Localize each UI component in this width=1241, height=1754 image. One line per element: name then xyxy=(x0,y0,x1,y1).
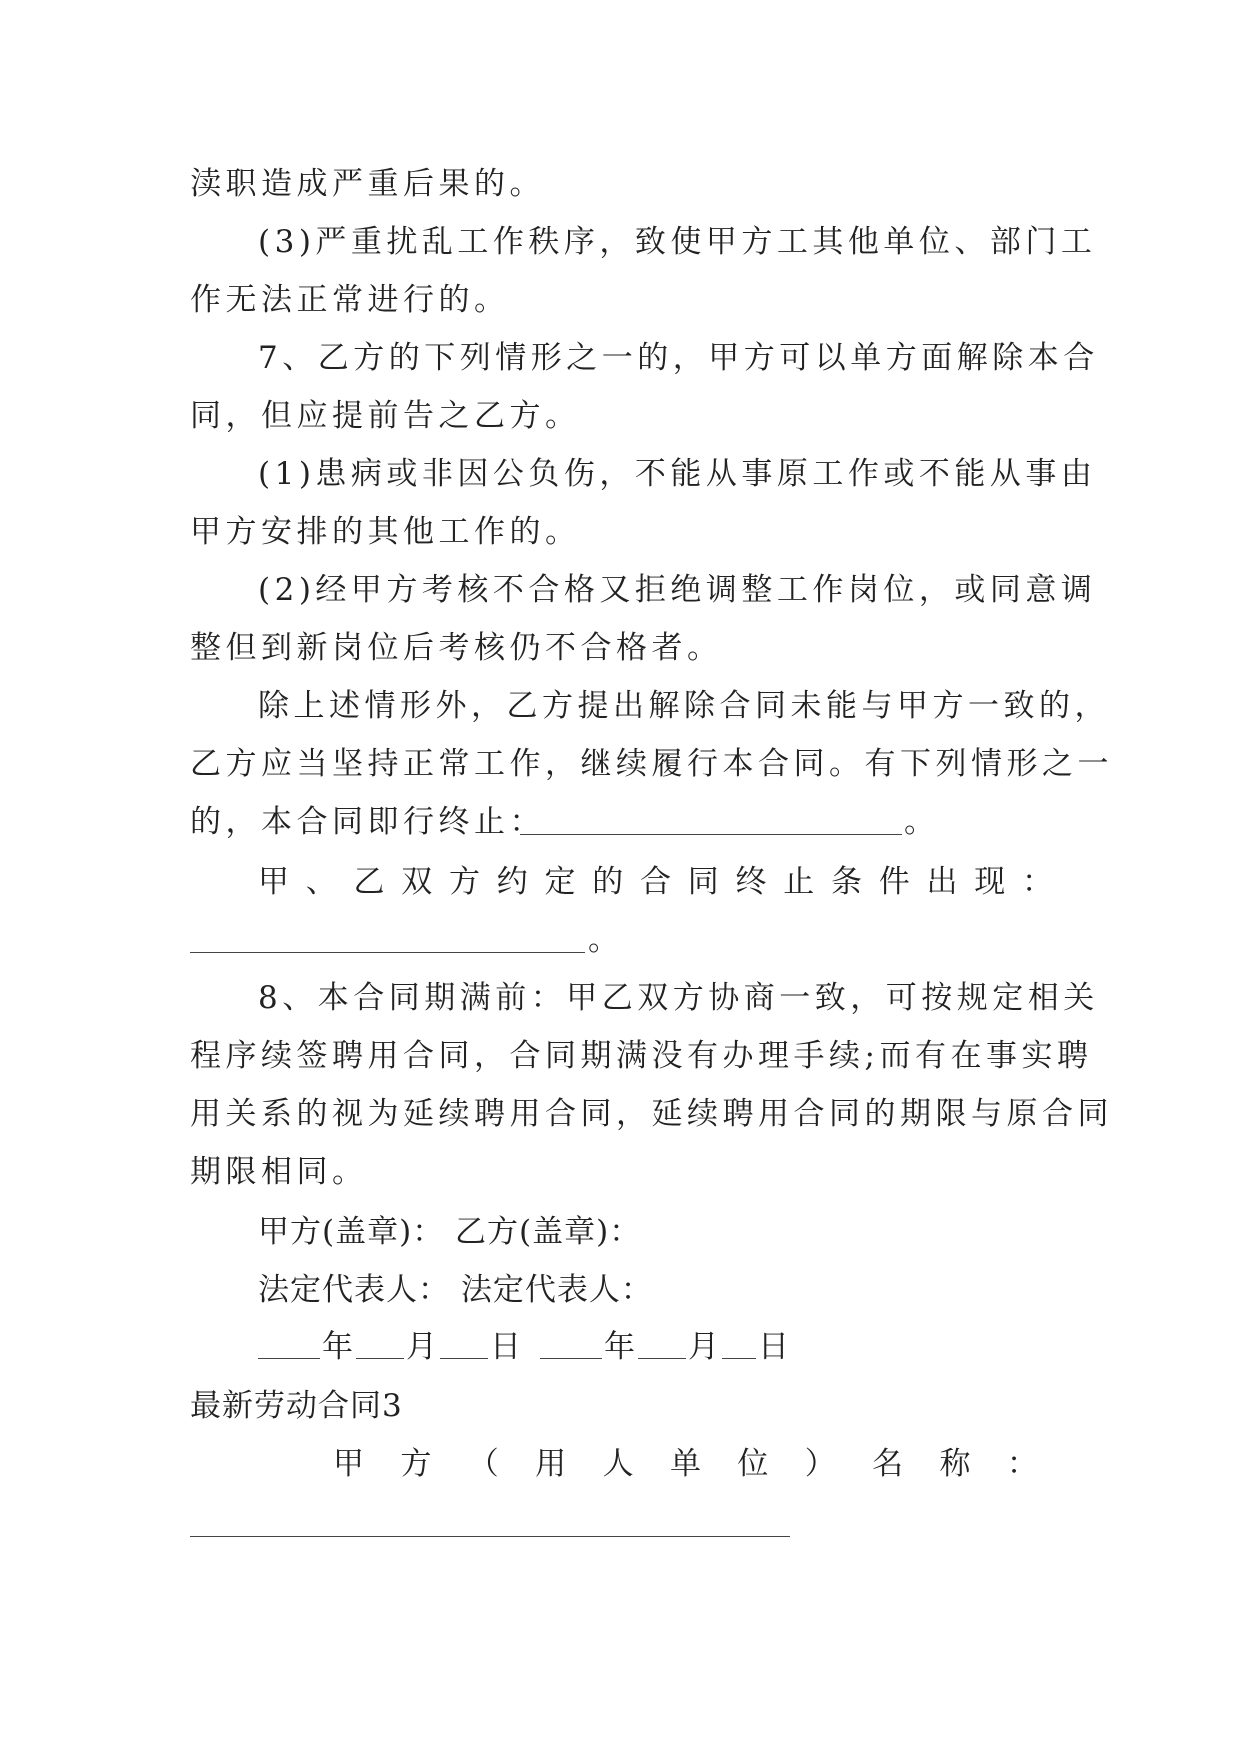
date-unit: 日 xyxy=(758,1329,789,1365)
paragraph-line: 的，本合同即行终止： xyxy=(190,804,545,840)
paragraph-line: 整但到新岗位后考核仍不合格者。 xyxy=(190,630,723,666)
blank-underline xyxy=(520,834,902,835)
spaced-char: 件 xyxy=(878,864,910,900)
paragraph-line: 作无法正常进行的。 xyxy=(190,282,510,318)
date-blank xyxy=(540,1358,602,1359)
date-blank xyxy=(722,1358,756,1359)
spaced-text-line xyxy=(333,1444,1038,1484)
paragraph-line: (2)经甲方考核不合格又拒绝调整工作岗位，或同意调 xyxy=(258,572,1097,608)
spaced-char: 现 xyxy=(974,864,1006,900)
spaced-char: 甲 xyxy=(258,864,289,900)
spaced-char: 名 xyxy=(872,1446,904,1482)
date-unit: 年 xyxy=(322,1329,353,1365)
date-unit: 月 xyxy=(688,1329,719,1365)
spaced-char: 、 xyxy=(305,864,337,900)
spaced-char: ） xyxy=(804,1446,836,1482)
section-heading: 最新劳动合同3 xyxy=(190,1388,403,1424)
spaced-char: 乙 xyxy=(353,864,385,900)
paragraph-line: 7、乙方的下列情形之一的，甲方可以单方面解除本合 xyxy=(258,340,1099,376)
spaced-char: 单 xyxy=(669,1446,701,1482)
date-unit: 年 xyxy=(604,1329,635,1365)
paragraph-line: 甲方安排的其他工作的。 xyxy=(190,514,581,550)
representative-line: 法定代表人： 法定代表人： xyxy=(258,1272,653,1308)
spaced-char: 双 xyxy=(401,864,433,900)
spaced-char: 的 xyxy=(592,864,624,900)
seal-line: 甲方(盖章)： 乙方(盖章)： xyxy=(258,1214,642,1250)
spaced-char: ： xyxy=(1006,1446,1038,1482)
spaced-char: 合 xyxy=(640,864,671,900)
date-unit: 日 xyxy=(490,1329,521,1365)
line-end-period: 。 xyxy=(588,922,619,958)
spaced-char: 方 xyxy=(400,1446,432,1482)
spaced-char: 称 xyxy=(939,1446,971,1482)
paragraph-line: 用关系的视为延续聘用合同，延续聘用合同的期限与原合同 xyxy=(190,1096,1113,1132)
spaced-char: ： xyxy=(1022,864,1053,900)
paragraph-line: 渎职造成严重后果的。 xyxy=(190,166,545,202)
spaced-text-line xyxy=(258,862,1053,902)
spaced-char: （ xyxy=(467,1446,499,1482)
spaced-char: 约 xyxy=(496,864,528,900)
spaced-char: 定 xyxy=(544,864,576,900)
paragraph-line: 期限相同。 xyxy=(190,1154,368,1190)
spaced-char: 止 xyxy=(783,864,815,900)
date-blank xyxy=(258,1358,320,1359)
blank-underline xyxy=(190,1536,790,1537)
paragraph-line: 程序续签聘用合同，合同期满没有办理手续;而有在事实聘 xyxy=(190,1038,1093,1074)
line-end-period: 。 xyxy=(904,804,935,840)
spaced-char: 条 xyxy=(831,864,862,900)
paragraph-line: 同，但应提前告之乙方。 xyxy=(190,398,581,434)
paragraph-line: 除上述情形外，乙方提出解除合同未能与甲方一致的， xyxy=(258,688,1110,724)
paragraph-line: (3)严重扰乱工作秩序，致使甲方工其他单位、部门工 xyxy=(258,224,1097,260)
paragraph-line: (1)患病或非因公负伤，不能从事原工作或不能从事由 xyxy=(258,456,1097,492)
spaced-char: 出 xyxy=(926,864,958,900)
blank-underline xyxy=(190,952,585,953)
spaced-char: 人 xyxy=(602,1446,634,1482)
date-unit: 月 xyxy=(406,1329,437,1365)
date-blank xyxy=(638,1358,686,1359)
spaced-char: 同 xyxy=(687,864,719,900)
date-blank xyxy=(440,1358,488,1359)
paragraph-line: 乙方应当坚持正常工作，继续履行本合同。有下列情形之一 xyxy=(190,746,1113,782)
spaced-char: 用 xyxy=(535,1446,567,1482)
spaced-char: 甲 xyxy=(333,1446,364,1482)
spaced-char: 终 xyxy=(735,864,767,900)
paragraph-line: 8、本合同期满前：甲乙双方协商一致，可按规定相关 xyxy=(258,980,1099,1016)
spaced-char: 方 xyxy=(449,864,480,900)
spaced-char: 位 xyxy=(737,1446,769,1482)
date-blank xyxy=(356,1358,404,1359)
